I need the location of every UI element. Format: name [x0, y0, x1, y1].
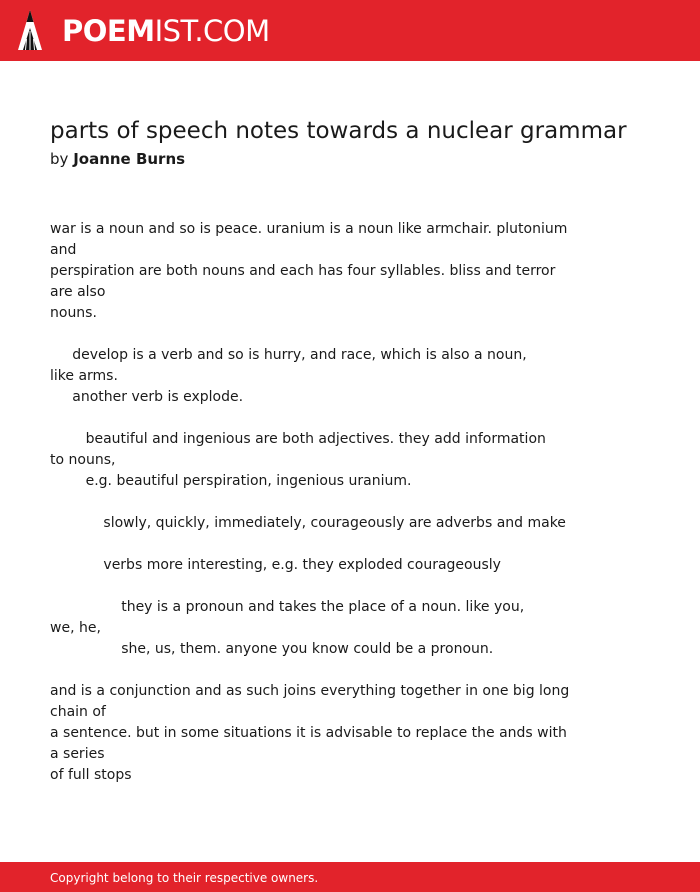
- poem-body: [50, 219, 670, 786]
- poem-line: e.g. beautiful perspiration, ingenious uranium.: [50, 473, 412, 489]
- poem-line: another verb is explode.: [50, 389, 244, 405]
- poem-line: develop is a verb and so is hurry, and race, which is also a noun,: [50, 347, 527, 363]
- poem-line: nouns.: [50, 305, 97, 321]
- poem-line: war is a noun and so is peace. uranium is a noun like armchair. plutonium: [50, 221, 568, 237]
- logo-text-bold: POEM: [62, 14, 155, 48]
- poem-blank-line: [50, 408, 670, 429]
- poem-byline: [50, 149, 185, 169]
- poem-line: we, he,: [50, 620, 101, 636]
- poem-line: a series: [50, 746, 105, 762]
- poem-line: perspiration are both nouns and each has four syllables. bliss and terror: [50, 263, 556, 279]
- poem-blank-line: [50, 660, 670, 681]
- copyright-notice: Copyright belong to their respective owners.: [50, 871, 319, 885]
- site-logo[interactable]: [62, 13, 270, 49]
- poem-line: to nouns,: [50, 452, 116, 468]
- poem-blank-line: [50, 576, 670, 597]
- poem-line: verbs more interesting, e.g. they exploded courageously: [50, 557, 501, 573]
- poem-blank-line: [50, 324, 670, 345]
- poem-line: and: [50, 242, 77, 258]
- poem-line: chain of: [50, 704, 106, 720]
- poem-line: a sentence. but in some situations it is advisable to replace the ands with: [50, 725, 567, 741]
- pencil-icon: [17, 9, 43, 51]
- poem-line: like arms.: [50, 368, 118, 384]
- poem-line: of full stops: [50, 767, 132, 783]
- poem-line: and is a conjunction and as such joins everything together in one big long: [50, 683, 570, 699]
- poem-line: they is a pronoun and takes the place of a noun. like you,: [50, 599, 525, 615]
- poem-line: slowly, quickly, immediately, courageously are adverbs and make: [50, 515, 566, 531]
- poem-title: parts of speech notes towards a nuclear grammar: [50, 118, 627, 144]
- poem-blank-line: [50, 534, 670, 555]
- site-footer: [0, 862, 700, 892]
- logo-text-light: IST.COM: [154, 14, 270, 48]
- author-name: Joanne Burns: [73, 150, 186, 168]
- poem-blank-line: [50, 492, 670, 513]
- site-header: [0, 0, 700, 61]
- poem-line: beautiful and ingenious are both adjectives. they add information: [50, 431, 546, 447]
- byline-prefix: by: [50, 150, 69, 168]
- poem-line: she, us, them. anyone you know could be a pronoun.: [50, 641, 494, 657]
- poem-line: are also: [50, 284, 106, 300]
